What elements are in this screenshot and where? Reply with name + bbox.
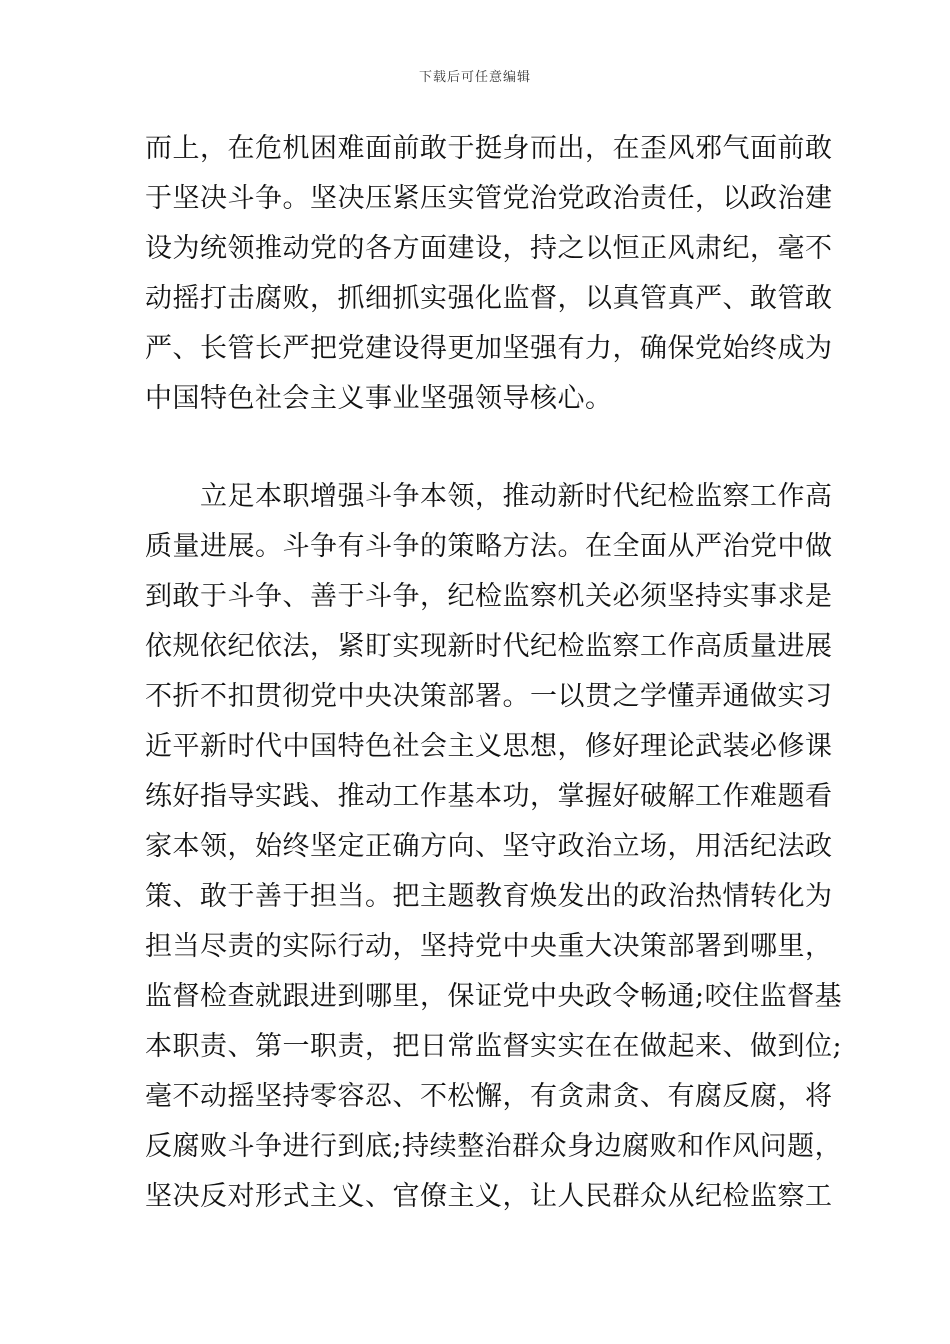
paragraph-line: 严、长管长严把党建设得更加坚强有力，确保党始终成为 xyxy=(145,333,833,364)
paragraph-line: 家本领，始终坚定正确方向、坚守政治立场，用活纪法政 xyxy=(145,831,833,862)
paragraph-line: 而上，在危机困难面前敢于挺身而出，在歪风邪气面前敢 xyxy=(145,133,833,164)
paragraph-line: 监督检查就跟进到哪里，保证党中央政令畅通;咬住监督基 xyxy=(145,981,843,1012)
paragraph-line: 练好指导实践、推动工作基本功，掌握好破解工作难题看 xyxy=(145,781,833,812)
paragraph-line: 立足本职增强斗争本领，推动新时代纪检监察工作高 xyxy=(200,481,833,512)
paragraph-line: 坚决反对形式主义、官僚主义，让人民群众从纪检监察工 xyxy=(145,1181,833,1212)
paragraph-line: 本职责、第一职责，把日常监督实实在在做起来、做到位; xyxy=(145,1031,843,1062)
paragraph-line: 不折不扣贯彻党中央决策部署。一以贯之学懂弄通做实习 xyxy=(145,681,833,712)
paragraph-line: 到敢于斗争、善于斗争，纪检监察机关必须坚持实事求是 xyxy=(145,581,833,612)
paragraph-line: 策、敢于善于担当。把主题教育焕发出的政治热情转化为 xyxy=(145,881,833,912)
paragraph-line: 近平新时代中国特色社会主义思想，修好理论武装必修课 xyxy=(145,731,833,762)
paragraph-line: 于坚决斗争。坚决压紧压实管党治党政治责任，以政治建 xyxy=(145,183,833,214)
paragraph-line: 担当尽责的实际行动，坚持党中央重大决策部署到哪里， xyxy=(145,931,833,962)
paragraph-line: 中国特色社会主义事业坚强领导核心。 xyxy=(145,383,613,414)
paragraph-line: 毫不动摇坚持零容忍、不松懈，有贪肃贪、有腐反腐，将 xyxy=(145,1081,833,1112)
paragraph-line: 动摇打击腐败，抓细抓实强化监督，以真管真严、敢管敢 xyxy=(145,283,833,314)
page-header-note: 下载后可任意编辑 xyxy=(418,70,531,85)
paragraph-2 xyxy=(145,472,843,1222)
paragraph-line: 设为统领推动党的各方面建设，持之以恒正风肃纪，毫不 xyxy=(145,233,833,264)
paragraph-line: 质量进展。斗争有斗争的策略方法。在全面从严治党中做 xyxy=(145,531,833,562)
paragraph-line: 依规依纪依法，紧盯实现新时代纪检监察工作高质量进展 xyxy=(145,631,833,662)
paragraph-line: 反腐败斗争进行到底;持续整治群众身边腐败和作风问题， xyxy=(145,1131,843,1162)
paragraph-1 xyxy=(145,124,833,424)
